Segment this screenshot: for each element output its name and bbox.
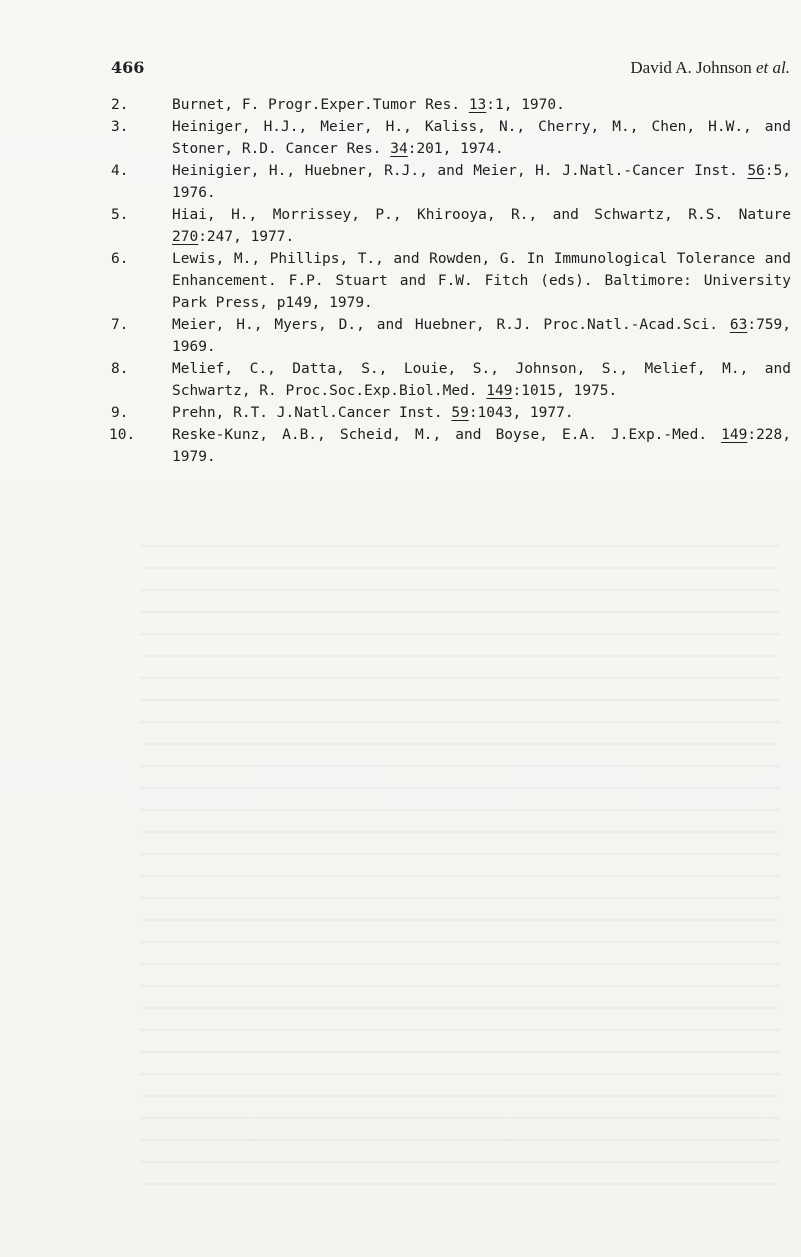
- reference-text-segment: :1, 1970.: [486, 97, 565, 113]
- reference-text-segment: Melief, C., Datta, S., Louie, S., Johnson, S., Melief, M., and Schwartz, R. Proc.Soc.Exp.Biol.Med.: [172, 361, 791, 399]
- running-head-etal: et al.: [756, 58, 790, 77]
- reference-item: [111, 204, 791, 248]
- volume-number: 56: [747, 163, 765, 179]
- reference-text: [172, 248, 791, 314]
- reference-text-segment: :201, 1974.: [407, 141, 504, 157]
- page-header: [0, 58, 801, 84]
- reference-text-segment: :228, 1979.: [172, 427, 791, 465]
- reference-text-segment: Prehn, R.T. J.Natl.Cancer Inst.: [172, 405, 452, 421]
- reference-text: [172, 204, 791, 248]
- reference-item: [111, 424, 791, 468]
- reference-text-segment: Burnet, F. Progr.Exper.Tumor Res.: [172, 97, 469, 113]
- reference-text-segment: :1015, 1975.: [512, 383, 618, 399]
- reference-text: [172, 116, 791, 160]
- running-head: [630, 58, 790, 78]
- show-through-texture: [140, 545, 780, 1185]
- reference-text-segment: Lewis, M., Phillips, T., and Rowden, G. In Immunological Tolerance and Enhancement. F.P. Stuart and F.W. Fitch (eds). Baltimore: University Park Press, p149, 1979.: [172, 251, 791, 311]
- reference-text-segment: Meier, H., Myers, D., and Huebner, R.J. Proc.Natl.-Acad.Sci.: [172, 317, 730, 333]
- reference-item: [111, 116, 791, 160]
- reference-item: [111, 402, 791, 424]
- reference-text-segment: :5, 1976.: [172, 163, 791, 201]
- reference-text-segment: Heiniger, H.J., Meier, H., Kaliss, N., Cherry, M., Chen, H.W., and Stoner, R.D. Cancer Res.: [172, 119, 791, 157]
- reference-item: [111, 248, 791, 314]
- page-number: 466: [111, 58, 145, 77]
- reference-item: [111, 358, 791, 402]
- volume-number: 34: [390, 141, 408, 157]
- reference-text: [172, 424, 791, 468]
- reference-text-segment: :1043, 1977.: [468, 405, 574, 421]
- reference-number: 10.: [109, 427, 136, 443]
- reference-number: 2.: [111, 97, 129, 113]
- reference-text: [172, 402, 791, 424]
- reference-number: 8.: [111, 361, 129, 377]
- reference-item: [111, 94, 791, 116]
- volume-number: 63: [729, 317, 748, 333]
- reference-number: 4.: [111, 163, 129, 179]
- volume-number: 270: [172, 229, 199, 245]
- reference-number: 9.: [111, 405, 129, 421]
- reference-item: [111, 314, 791, 358]
- reference-text-segment: Hiai, H., Morrissey, P., Khirooya, R., and Schwartz, R.S. Nature: [172, 207, 791, 223]
- reference-text-segment: :759, 1969.: [172, 317, 791, 355]
- reference-text: [172, 358, 791, 402]
- running-head-author: David A. Johnson: [630, 58, 752, 77]
- reference-number: 7.: [111, 317, 129, 333]
- reference-number: 5.: [111, 207, 129, 223]
- reference-text-segment: :247, 1977.: [198, 229, 295, 245]
- reference-number: 3.: [111, 119, 129, 135]
- reference-text: [172, 314, 791, 358]
- reference-number: 6.: [111, 251, 129, 267]
- volume-number: 149: [486, 383, 513, 399]
- reference-text: [172, 160, 791, 204]
- volume-number: 59: [451, 405, 469, 421]
- reference-text-segment: Reske-Kunz, A.B., Scheid, M., and Boyse, E.A. J.Exp.-Med.: [172, 427, 722, 443]
- reference-text-segment: Heinigier, H., Huebner, R.J., and Meier, H. J.Natl.-Cancer Inst.: [172, 163, 748, 179]
- volume-number: 13: [468, 97, 487, 113]
- reference-item: [111, 160, 791, 204]
- reference-text: [172, 94, 791, 116]
- volume-number: 149: [721, 427, 748, 443]
- reference-list: [111, 94, 791, 468]
